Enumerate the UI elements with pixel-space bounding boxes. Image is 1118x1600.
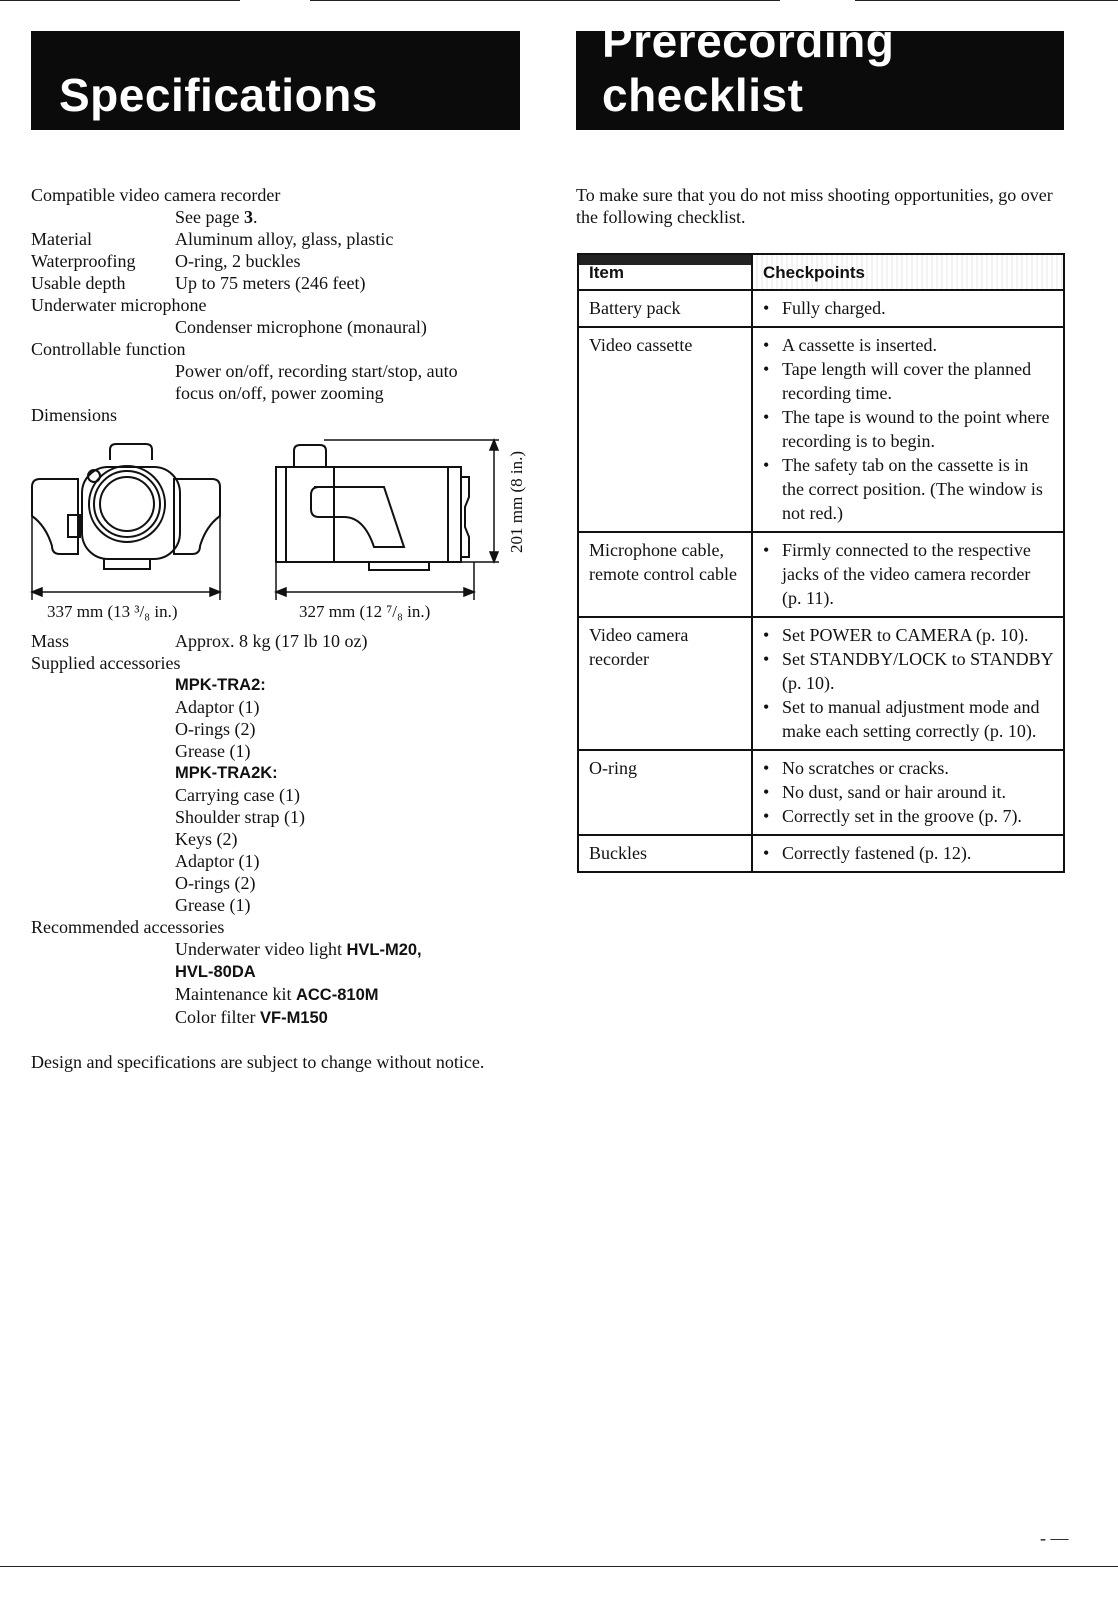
- page-title: Specifications: [59, 69, 378, 121]
- spec-label: Controllable function: [31, 339, 186, 359]
- item-cell: Microphone cable, remote control cable: [578, 532, 752, 617]
- housing-dimension-diagram: [24, 432, 524, 602]
- checkpoint: • The tape is wound to the point where recording is to begin.: [763, 405, 1053, 453]
- spec-row: Waterproofing O-ring, 2 buckles: [31, 251, 301, 271]
- checkpoint: • Firmly connected to the respective jacks of the video camera recorder (p. 11).: [763, 538, 1053, 610]
- kit-name: MPK-TRA2:: [175, 676, 266, 694]
- top-rule: [855, 0, 1118, 1]
- kit-name: MPK-TRA2K:: [175, 764, 278, 782]
- checkpoint: • Fully charged.: [763, 296, 1053, 320]
- front-width-label: 337 mm (13 ³/₈ in.): [47, 602, 178, 621]
- top-rule: [0, 0, 240, 1]
- height-dimension-label: 201 mm (8 in.): [507, 451, 526, 553]
- spec-value: focus on/off, power zooming: [175, 383, 384, 403]
- table-row: [578, 327, 1064, 532]
- checkpoint: • No dust, sand or hair around it.: [763, 780, 1053, 804]
- checkpoints-cell: [752, 532, 1064, 617]
- header-item: Item: [578, 254, 752, 290]
- checkpoints-cell: [752, 290, 1064, 327]
- item-cell: Buckles: [578, 835, 752, 872]
- item-cell: O-ring: [578, 750, 752, 835]
- checkpoints-cell: [752, 750, 1064, 835]
- item-cell: Video camera recorder: [578, 617, 752, 750]
- page-footer-mark: - —: [1040, 1528, 1069, 1548]
- spec-row: Material Aluminum alloy, glass, plastic: [31, 229, 394, 249]
- header-checkpoints: Checkpoints: [752, 254, 1064, 290]
- checkpoint: • No scratches or cracks.: [763, 756, 1053, 780]
- spec-value: Power on/off, recording start/stop, auto: [175, 361, 458, 381]
- checkpoints-cell: [752, 327, 1064, 532]
- checklist-intro: To make sure that you do not miss shooting opportunities, go over the following checklist.: [576, 185, 1053, 227]
- side-width-label: 327 mm (12 ⁷/₈ in.): [299, 602, 431, 621]
- bottom-rule: [0, 1566, 1118, 1567]
- table-row: [578, 617, 1064, 750]
- spec-row: Mass Approx. 8 kg (17 lb 10 oz): [31, 631, 368, 651]
- checkpoints-cell: [752, 835, 1064, 872]
- checkpoint: • Set STANDBY/LOCK to STANDBY (p. 10).: [763, 647, 1053, 695]
- checkpoint: • Correctly fastened (p. 12).: [763, 841, 1053, 865]
- checkpoint: • Correctly set in the groove (p. 7).: [763, 804, 1053, 828]
- specifications-banner: [31, 31, 520, 130]
- spec-label: Recommended accessories: [31, 917, 225, 937]
- checkpoint: • Tape length will cover the planned recording time.: [763, 357, 1053, 405]
- checklist-table: [577, 253, 1065, 873]
- checkpoint: • Set to manual adjustment mode and make each setting correctly (p. 10).: [763, 695, 1053, 743]
- spec-row: Usable depth Up to 75 meters (246 feet): [31, 273, 366, 293]
- checkpoint: • Set POWER to CAMERA (p. 10).: [763, 623, 1053, 647]
- side-view-drawing: [276, 445, 469, 570]
- spec-label: Compatible video camera recorder: [31, 185, 281, 205]
- spec-label: Underwater microphone: [31, 295, 207, 315]
- disclaimer-note: Design and specifications are subject to change without notice.: [31, 1052, 485, 1072]
- item-cell: Video cassette: [578, 327, 752, 532]
- page-title: Prerecording checklist: [602, 15, 895, 121]
- spec-label: Dimensions: [31, 405, 118, 425]
- checkpoint: • The safety tab on the cassette is in the correct position. (The window is not red.): [763, 453, 1053, 525]
- front-width-arrow: [32, 492, 220, 600]
- spec-value: See page 3.: [175, 207, 258, 227]
- table-row: [578, 290, 1064, 327]
- checklist-banner: [576, 15, 1064, 130]
- table-row: [578, 750, 1064, 835]
- checkpoints-cell: [752, 617, 1064, 750]
- spec-value: Condenser microphone (monaural): [175, 317, 427, 337]
- table-row: [578, 835, 1064, 872]
- table-row: [578, 532, 1064, 617]
- item-cell: Battery pack: [578, 290, 752, 327]
- top-rule: [310, 0, 780, 1]
- front-view-drawing: [32, 444, 220, 569]
- checkpoint: • A cassette is inserted.: [763, 333, 1053, 357]
- spec-label: Supplied accessories: [31, 653, 181, 673]
- specifications-list: Compatible video camera recorder See page 3. Material Aluminum alloy, glass, plastic Waterproofing O-ring, 2 buckles Usable depth Up to 75 meters (246 feet) Underwater microphone Condenser microphone (monaural) Controllable function Power on/off, recording start/stop, auto focus on/off, power zooming Dimensions Mass Approx. 8 kg (17 lb 10 oz) Supplied accessories MPK-TRA2: Adaptor (1) O-rings (2) Grease (1) MPK-TRA2K: Carrying case (1) Shoulder strap (1) Keys (2) Adaptor (1) O-rings (2) Grease (1) Recommended accessories Underwater video light HVL-M20, HVL-80DA Maintenance kit ACC-810M Color filter VF-M150 Design and specifications are subject to change without notice.: [31, 184, 521, 1073]
